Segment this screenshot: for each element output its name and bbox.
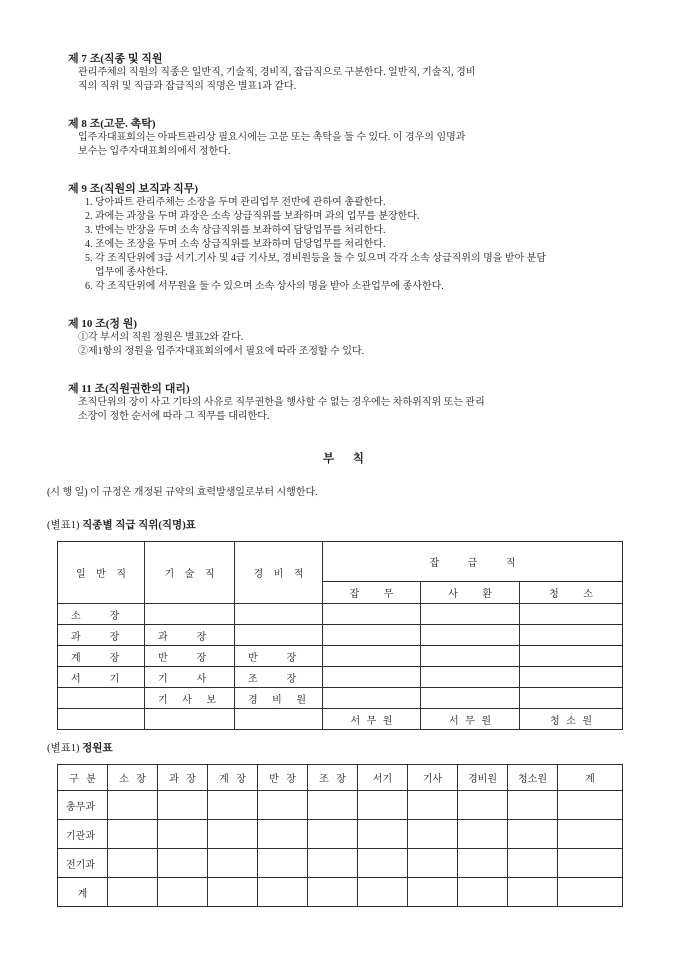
annex2-cell: 기관과: [58, 820, 108, 849]
article-9-item: 업무에 종사한다.: [85, 267, 168, 278]
annex1-subheader-cheongso: 청 소: [520, 582, 623, 604]
article-7-body-line: 직의 직위 및 직급과 잡급직의 직명은 별표1과 같다.: [78, 81, 297, 92]
annex2-cell: [358, 820, 408, 849]
annex2-header: 소 장: [108, 765, 158, 791]
annex2-cell: [308, 791, 358, 820]
annex2-cell: [458, 849, 508, 878]
annex1-row: [58, 688, 623, 709]
annex1-cell: [145, 709, 235, 730]
annex1-cell: [520, 667, 623, 688]
annex2-header: 과 장: [158, 765, 208, 791]
article-8-body-line: 보수는 입주자대표회의에서 정한다.: [78, 146, 231, 157]
annex1-cell: [235, 625, 323, 646]
annex2-cell: [308, 878, 358, 907]
annex2-table: [57, 764, 623, 907]
article-10-body-line: ①각 부서의 직원 정원은 별표2와 같다.: [78, 332, 244, 343]
annex1-cell: [145, 604, 235, 625]
annex1-subheader-sahwan: 사 환: [421, 582, 520, 604]
annex2-cell: [258, 791, 308, 820]
annex2-cell: [558, 849, 623, 878]
annex2-cell: [258, 820, 308, 849]
article-9-item: 2. 과에는 과장을 두며 과장은 소속 상급직위를 보좌하며 과의 업무를 분장한다.: [85, 211, 420, 222]
article-10: [68, 317, 640, 359]
annex1-cell: [323, 667, 421, 688]
annex1-cell: 기 사: [145, 667, 235, 688]
article-10-body-line: ②제1항의 정원을 입주자대표회의에서 필요에 따라 조정할 수 있다.: [78, 346, 365, 357]
article-7-title: 제 7 조(직종 및 직원: [68, 53, 163, 65]
annex1-cell: [58, 709, 145, 730]
annex1-cell: 과 장: [145, 625, 235, 646]
document-content: [47, 52, 640, 907]
article-9-item: 4. 조에는 조장을 두며 소속 상급직위를 보좌하며 담당업무를 처리한다.: [85, 239, 386, 250]
annex1-title: 직종별 직급 직위(직명)표: [82, 520, 196, 531]
article-7-body-line: 관리주체의 직원의 직종은 일반직, 기술직, 경비직, 잡급직으로 구분한다. 일반직, 기술직, 경비: [78, 67, 476, 78]
article-11-body-line: 소장이 정한 순서에 따라 그 직무를 대리한다.: [78, 411, 270, 422]
article-11: [68, 382, 640, 424]
annex1-cell: [421, 646, 520, 667]
annex2-cell: [158, 878, 208, 907]
annex1-cell: [58, 688, 145, 709]
annex2-cell: [308, 849, 358, 878]
annex1-row: [58, 667, 623, 688]
annex2-cell: [508, 878, 558, 907]
annex2-cell: [258, 849, 308, 878]
annex1-cell: 기 사 보: [145, 688, 235, 709]
annex2-cell: [158, 849, 208, 878]
annex2-cell: [508, 791, 558, 820]
article-9-item: 5. 각 조직단위에 3급 서기.기사 및 4급 기사보, 경비원등을 둘 수 있으며 각각 소속 상급직위의 명을 받아 분담: [85, 253, 547, 264]
annex2-cell: [558, 791, 623, 820]
annex2-header: 경비원: [458, 765, 508, 791]
annex2-row: [58, 791, 623, 820]
annex1-row: [58, 604, 623, 625]
annex2-cell: [208, 820, 258, 849]
annex2-cell: [408, 820, 458, 849]
annex2-cell: [358, 849, 408, 878]
article-8-title: 제 8 조(고문. 촉탁): [68, 118, 156, 130]
annex2-cell: [258, 878, 308, 907]
article-8: [68, 117, 640, 159]
annex1-header-gisuljik: 기 술 직: [145, 542, 235, 604]
annex2-cell: [558, 878, 623, 907]
addendum-effective-line: (시 행 일) 이 규정은 개정된 규약의 효력발생일로부터 시행한다.: [47, 487, 318, 498]
article-10-title: 제 10 조(정 원): [68, 318, 138, 330]
annex1-cell: 청 소 원: [520, 709, 623, 730]
annex2-label: (별표1): [47, 743, 80, 754]
annex2-cell: [408, 791, 458, 820]
article-9-item: 6. 각 조직단위에 서무원을 둘 수 있으며 소속 상사의 명을 받아 소관업무에 종사한다.: [85, 281, 444, 292]
annex2-row: [58, 820, 623, 849]
annex2-cell: [208, 791, 258, 820]
annex2-cell: [158, 820, 208, 849]
annex1-cell: 소 장: [58, 604, 145, 625]
article-9-item: 3. 반에는 반장을 두며 소속 상급직위를 보좌하여 담당업무를 처리한다.: [85, 225, 386, 236]
annex2-header: 서기: [358, 765, 408, 791]
annex1-subheader-japmu: 잡 무: [323, 582, 421, 604]
article-9-item: 1. 당아파트 관리주체는 소장을 두며 관리업무 전반에 관하여 총괄한다.: [85, 197, 386, 208]
annex1-header-japgeupjik: 잡 급 직: [323, 542, 623, 582]
annex2-header: 반 장: [258, 765, 308, 791]
annex2-header: 기사: [408, 765, 458, 791]
annex1-cell: 서 무 원: [421, 709, 520, 730]
annex1-cell: 반 장: [235, 646, 323, 667]
annex2-row: [58, 878, 623, 907]
annex1-cell: 계 장: [58, 646, 145, 667]
annex1-cell: [235, 604, 323, 625]
annex2-header: 계: [558, 765, 623, 791]
annex2-cell: [458, 820, 508, 849]
annex2-cell: [508, 820, 558, 849]
annex2-cell: [458, 878, 508, 907]
article-11-title: 제 11 조(직원권한의 대리): [68, 383, 190, 395]
annex1-cell: [323, 604, 421, 625]
annex2-cell: 총무과: [58, 791, 108, 820]
annex1-cell: 서 기: [58, 667, 145, 688]
annex2-cell: [108, 878, 158, 907]
annex2-title: 정원표: [82, 743, 113, 754]
annex1-cell: 과 장: [58, 625, 145, 646]
annex1-cell: [323, 646, 421, 667]
article-9-title: 제 9 조(직원의 보직과 직무): [68, 183, 199, 195]
article-9: [68, 182, 640, 294]
annex2-cell: 전기과: [58, 849, 108, 878]
article-11-body-line: 조직단위의 장이 사고 기타의 사유로 직무권한을 행사할 수 없는 경우에는 차하위직위 또는 관리: [78, 397, 485, 408]
annex1-cell: [323, 625, 421, 646]
annex2-header: 청소원: [508, 765, 558, 791]
annex2-cell: [208, 878, 258, 907]
annex1-cell: 경 비 원: [235, 688, 323, 709]
annex2-cell: [508, 849, 558, 878]
annex1-cell: 서 무 원: [323, 709, 421, 730]
annex2-header: 계 장: [208, 765, 258, 791]
annex2-cell: 계: [58, 878, 108, 907]
annex2-caption: [47, 742, 640, 756]
annex2-cell: [308, 820, 358, 849]
annex2-cell: [458, 791, 508, 820]
annex1-cell: [235, 709, 323, 730]
annex1-cell: [520, 646, 623, 667]
annex2-header: 구 분: [58, 765, 108, 791]
annex2-cell: [108, 849, 158, 878]
annex2-cell: [558, 820, 623, 849]
annex2-header: 조 장: [308, 765, 358, 791]
annex2-cell: [358, 791, 408, 820]
annex2-cell: [358, 878, 408, 907]
article-8-body-line: 입주자대표회의는 아파트관리상 필요시에는 고문 또는 촉탁을 둘 수 있다. 이 경우의 임명과: [78, 132, 466, 143]
annex1-row: [58, 709, 623, 730]
article-7: [68, 52, 640, 94]
annex1-cell: [520, 625, 623, 646]
annex2-cell: [108, 791, 158, 820]
annex1-row: [58, 625, 623, 646]
annex1-cell: 조 장: [235, 667, 323, 688]
annex1-table: [57, 541, 623, 730]
annex1-caption: [47, 519, 640, 533]
annex1-cell: [421, 667, 520, 688]
annex2-cell: [108, 820, 158, 849]
annex1-header-row-1: [58, 542, 623, 582]
annex1-cell: [421, 688, 520, 709]
annex2-cell: [408, 849, 458, 878]
annex2-header-row: [58, 765, 623, 791]
annex2-cell: [208, 849, 258, 878]
annex2-row: [58, 849, 623, 878]
annex1-cell: [520, 688, 623, 709]
annex1-cell: [421, 604, 520, 625]
annex1-cell: [323, 688, 421, 709]
addendum-heading: 부 칙: [322, 453, 365, 465]
annex1-cell: [520, 604, 623, 625]
annex1-header-gyeongbijik: 경 비 적: [235, 542, 323, 604]
annex1-header-ilbanjik: 일 반 직: [58, 542, 145, 604]
annex1-cell: 반 장: [145, 646, 235, 667]
annex1-label: (별표1): [47, 520, 80, 531]
annex1-cell: [421, 625, 520, 646]
annex1-row: [58, 646, 623, 667]
annex2-cell: [158, 791, 208, 820]
annex2-cell: [408, 878, 458, 907]
